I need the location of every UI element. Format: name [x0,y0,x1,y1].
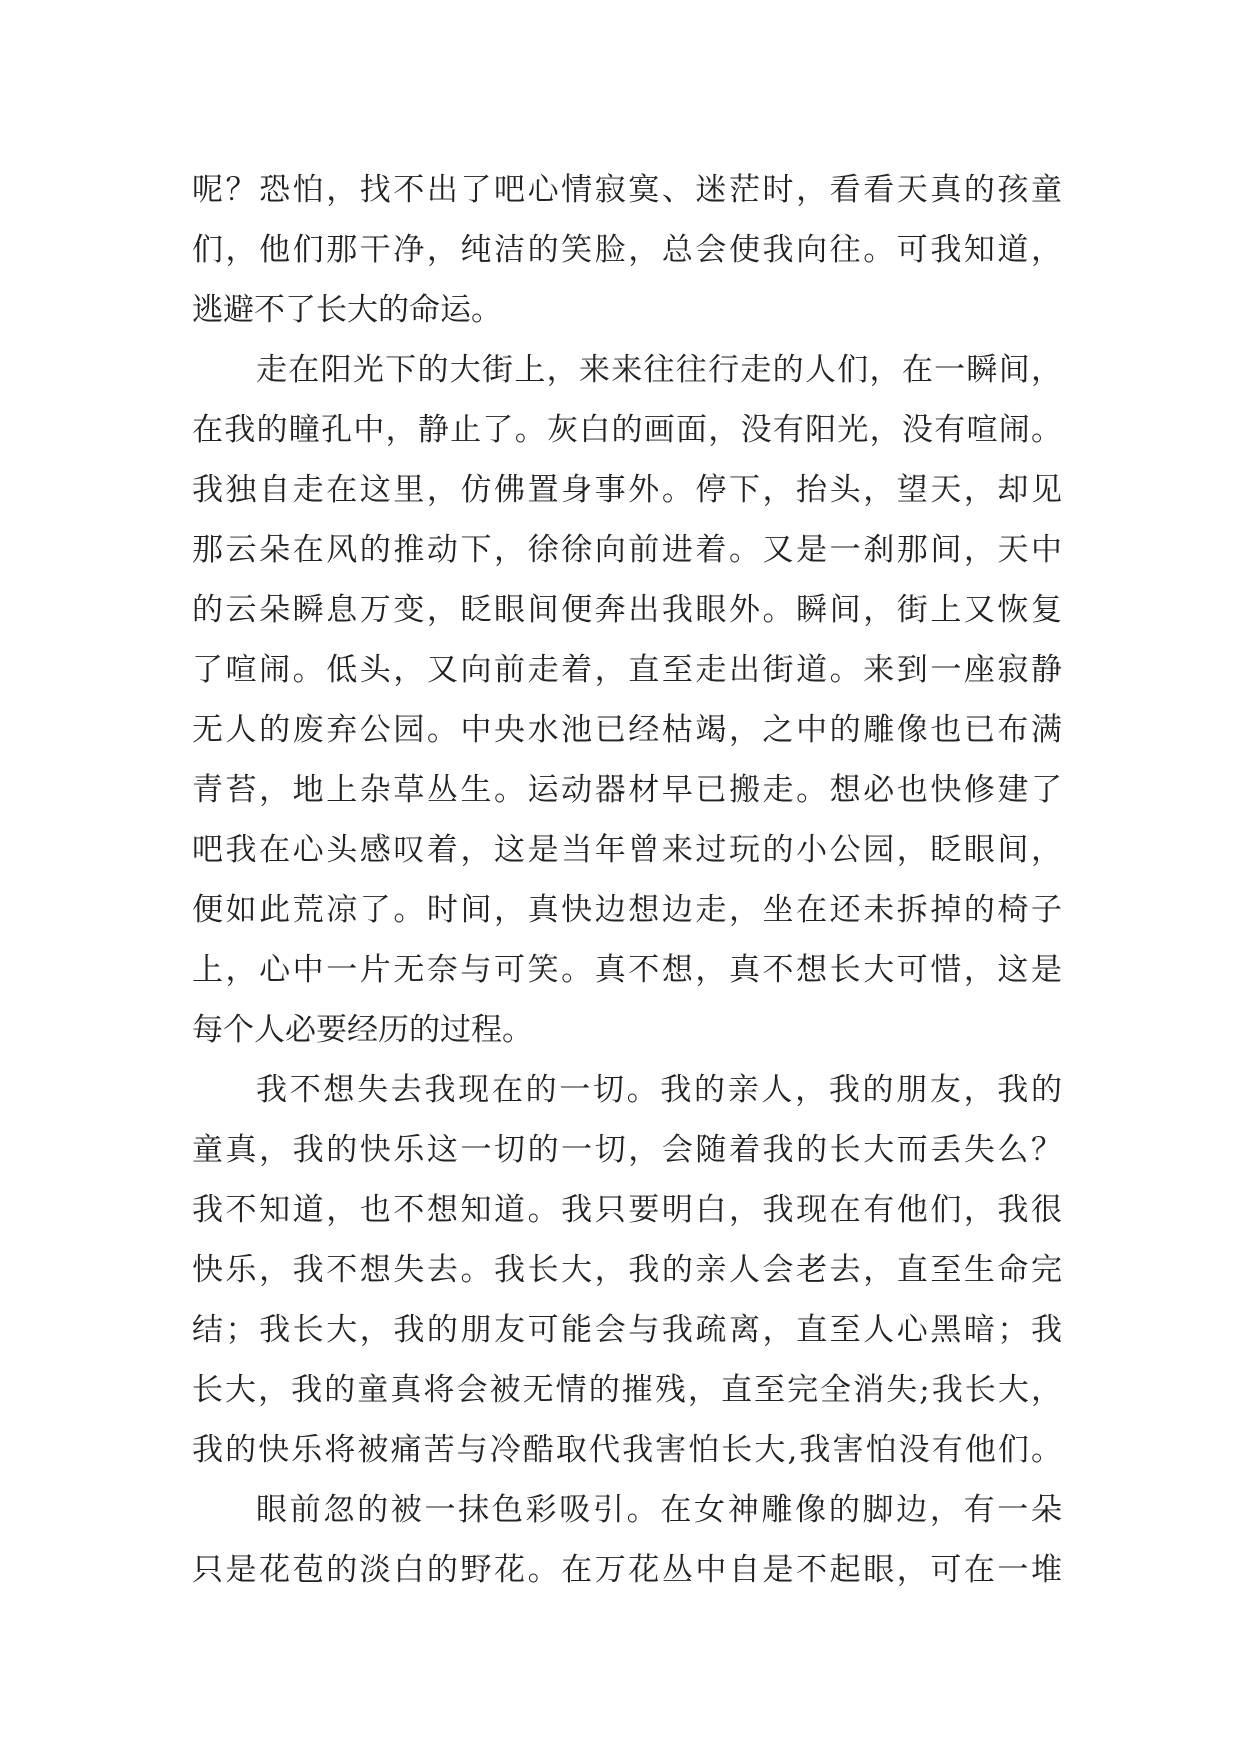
text-line: 我不知道，也不想知道。我只要明白，我现在有他们，我很 [192,1192,1062,1228]
text-line: 了喧闹。低头，又向前走着，直至走出街道。来到一座寂静 [192,652,1062,688]
text-line: 吧我在心头感叹着，这是当年曾来过玩的小公园，眨眼间， [192,832,1062,868]
text-line: 我的快乐将被痛苦与冷酷取代我害怕长大,我害怕没有他们。 [192,1432,1062,1468]
text-line: 们，他们那干净，纯洁的笑脸，总会使我向往。可我知道， [192,232,1062,268]
article-body [192,160,1062,1600]
text-line: 上，心中一片无奈与可笑。真不想，真不想长大可惜，这是 [192,952,1062,988]
text-line: 青苔，地上杂草丛生。运动器材早已搬走。想必也快修建了 [192,772,1062,808]
text-line: 无人的废弃公园。中央水池已经枯竭，之中的雕像也已布满 [192,712,1062,748]
text-line: 呢？恐怕，找不出了吧心情寂寞、迷茫时，看看天真的孩童 [192,172,1062,208]
paragraph-first-line: 走在阳光下的大街上，来来往往行走的人们，在一瞬间， [256,352,1062,388]
text-line: 的云朵瞬息万变，眨眼间便奔出我眼外。瞬间，街上又恢复 [192,592,1062,628]
text-line: 便如此荒凉了。时间，真快边想边走，坐在还未拆掉的椅子 [192,892,1062,928]
text-line: 我独自走在这里，仿佛置身事外。停下，抬头，望天，却见 [192,472,1062,508]
text-line: 只是花苞的淡白的野花。在万花丛中自是不起眼，可在一堆 [192,1552,1062,1588]
text-line: 长大，我的童真将会被无情的摧残，直至完全消失;我长大， [192,1372,1062,1408]
paragraph-first-line: 我不想失去我现在的一切。我的亲人，我的朋友，我的 [256,1072,1062,1108]
text-line: 那云朵在风的推动下，徐徐向前进着。又是一刹那间，天中 [192,532,1062,568]
text-line: 结；我长大，我的朋友可能会与我疏离，直至人心黑暗；我 [192,1312,1062,1348]
text-line: 童真，我的快乐这一切的一切，会随着我的长大而丢失么？ [192,1132,1062,1168]
text-line: 在我的瞳孔中，静止了。灰白的画面，没有阳光，没有喧闹。 [192,412,1062,448]
text-line: 快乐，我不想失去。我长大，我的亲人会老去，直至生命完 [192,1252,1062,1288]
text-line: 逃避不了长大的命运。 [192,292,502,328]
paragraph-first-line: 眼前忽的被一抹色彩吸引。在女神雕像的脚边，有一朵 [256,1492,1062,1528]
text-line: 每个人必要经历的过程。 [192,1012,533,1048]
